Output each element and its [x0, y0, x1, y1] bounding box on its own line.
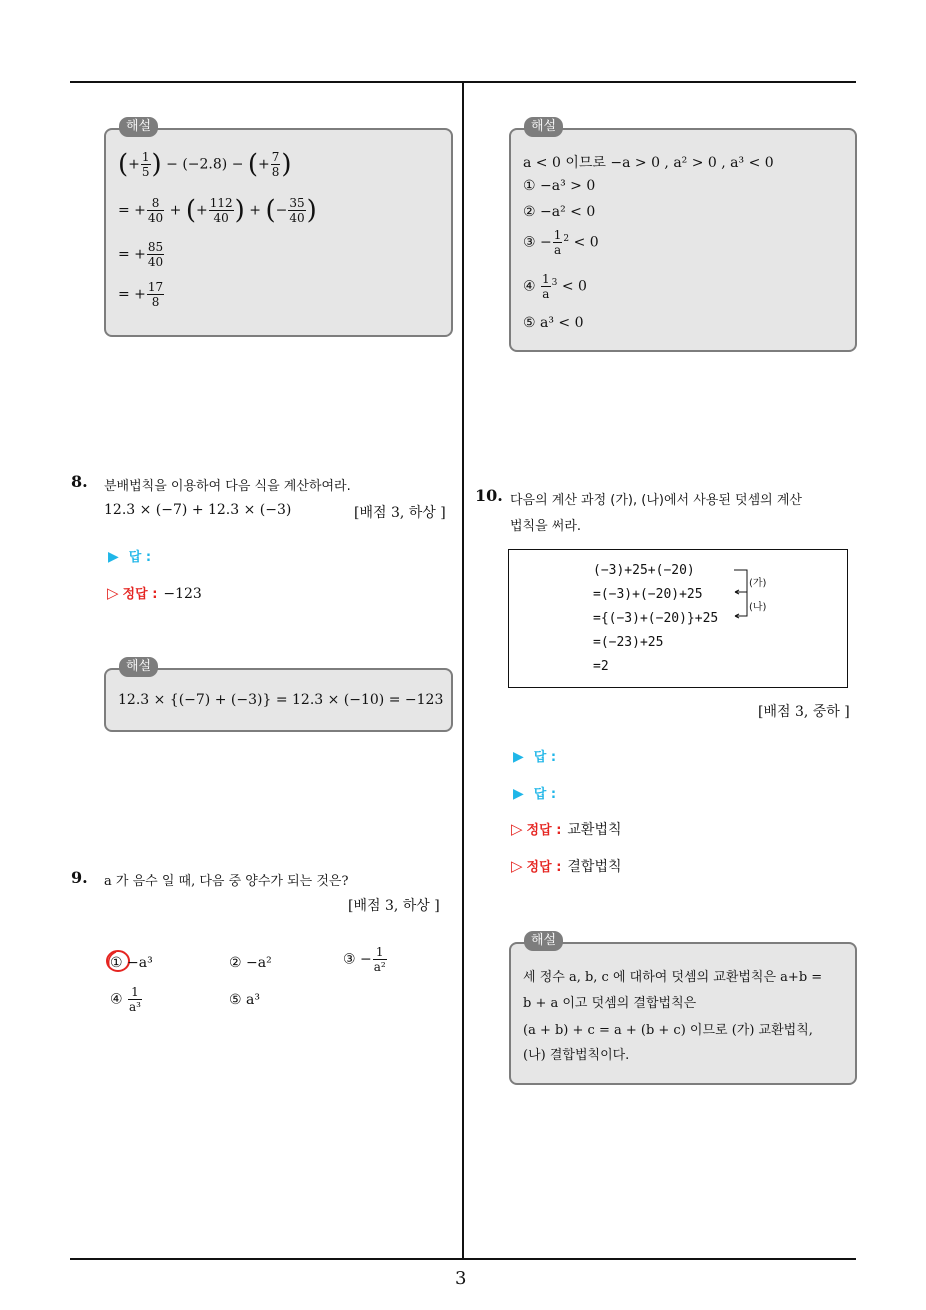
q8-correct-row: ▷ 정답 : −123 [107, 584, 202, 602]
q9-option-5[interactable]: ⑤ a³ [229, 992, 260, 1008]
bottom-rule [70, 1258, 856, 1260]
sol7-line2: = + $\frac{8}{40}$ + (+ $\frac{112}{40}$ ) + (− $\frac{35}{40}$ ) [118, 195, 317, 226]
sol9-line4: ③ − $\frac{1}{a}$ $^2$ < 0 [523, 228, 599, 257]
sol10-line1: 세 정수 a, b, c 에 대하여 덧셈의 교환법칙은 a+b = [523, 970, 823, 985]
q8-answer-row: ▶ 답 : [108, 549, 152, 565]
solution-tag-q9: 해설 [524, 117, 563, 137]
q9-option-4[interactable]: ④ $\frac{1}{\text{a³}}$ [110, 985, 141, 1014]
q9-option-2[interactable]: ② −a² [229, 955, 272, 971]
solution-tag-q10: 해설 [524, 931, 563, 951]
sol9-line2: ① −a³ > 0 [523, 178, 596, 194]
outline-triangle-icon: ▷ [511, 820, 523, 838]
sol10-line4: (나) 결합법칙이다. [523, 1048, 630, 1063]
sol7-line4: = + $\frac{17}{8}$ [118, 280, 164, 309]
q9-option-3[interactable]: ③ − $\frac{1}{\text{a²}}$ [343, 945, 386, 974]
sol9-line3: ② −a² < 0 [523, 204, 596, 220]
q9-number: 9. [71, 868, 88, 887]
calc-line-4: =(−23)+25 [593, 635, 664, 650]
q9-option-1[interactable]: ① −a³ [110, 955, 153, 971]
q10-correct-row-1: ▷ 정답 : 교환법칙 [511, 820, 622, 838]
calc-line-3: ={(−3)+(−20)}+25 [593, 611, 719, 626]
q10-text-line1: 다음의 계산 과정 (가), (나)에서 사용된 덧셈의 계산 [510, 493, 802, 508]
q10-answer-row-1: ▶ 답 : [513, 749, 557, 765]
q8-number: 8. [71, 472, 88, 491]
calc-line-1: (−3)+25+(−20) [593, 563, 695, 578]
solution-box-q10 [509, 942, 857, 1085]
q9-text: a 가 음수 일 때, 다음 중 양수가 되는 것은? [104, 874, 349, 889]
q8-solution-text: 12.3 × {(−7) + (−3)} = 12.3 × (−10) = −123 [118, 692, 444, 708]
q10-answer-row-2: ▶ 답 : [513, 786, 557, 802]
sol9-line1: a < 0 이므로 −a > 0 , a² > 0 , a³ < 0 [523, 155, 774, 171]
sol9-line6: ⑤ a³ < 0 [523, 315, 584, 331]
column-divider [462, 82, 464, 1260]
solution-box-q8 [104, 668, 453, 732]
play-icon: ▶ [513, 749, 524, 765]
solution-box-q7 [104, 128, 453, 337]
q10-number: 10. [475, 486, 503, 505]
sol10-line3: (a + b) + c = a + (b + c) 이므로 (가) 교환법칙, [523, 1023, 813, 1038]
sol9-line5: ④ $\frac{1}{a}$ $^3$ < 0 [523, 272, 587, 301]
sol10-line2: b + a 이고 덧셈의 결합법칙은 [523, 996, 697, 1011]
mark-ga: (가) [749, 578, 767, 589]
solution-tag-q7: 해설 [119, 117, 158, 137]
sol7-line1: (+ $\frac{1}{5}$ ) − (−2.8) − (+ $\frac{7}{8}$ ) [118, 149, 292, 180]
q8-score: [배점 3, 하상 ] [354, 505, 446, 521]
q10-calc-box [508, 549, 848, 688]
q8-expression: 12.3 × (−7) + 12.3 × (−3) [104, 502, 292, 518]
calc-line-2: =(−3)+(−20)+25 [593, 587, 703, 602]
solution-box-q9 [509, 128, 857, 352]
sol7-line3: = + $\frac{85}{40}$ [118, 240, 164, 269]
solution-tag-q8: 해설 [119, 657, 158, 677]
calc-line-5: =2 [593, 659, 609, 674]
play-icon: ▶ [108, 549, 119, 565]
q10-score: [배점 3, 중하 ] [758, 704, 850, 720]
q9-score: [배점 3, 하상 ] [348, 898, 440, 914]
page-number: 3 [455, 1268, 467, 1289]
outline-triangle-icon: ▷ [107, 584, 119, 602]
q10-text-line2: 법칙을 써라. [510, 519, 582, 534]
q10-correct-row-2: ▷ 정답 : 결합법칙 [511, 857, 622, 875]
outline-triangle-icon: ▷ [511, 857, 523, 875]
mark-na: (나) [749, 602, 767, 613]
play-icon: ▶ [513, 786, 524, 802]
q8-text: 분배법칙을 이용하여 다음 식을 계산하여라. [104, 479, 351, 494]
